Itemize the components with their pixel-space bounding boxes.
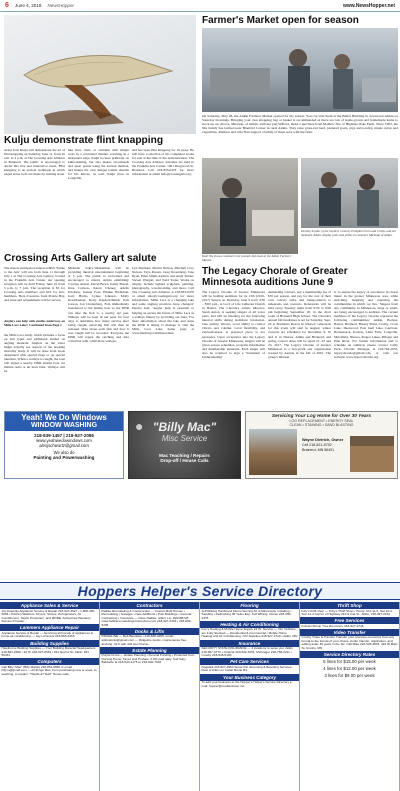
farmers-left-caption: Kate Nix shows customers her pasture-fed meat at the Aitkin Farmers' Market. [202, 255, 292, 262]
chorale-headline-2: Minnesota auditions June 9 [202, 277, 334, 288]
chorale-body-col1: The Legacy Chorale of Greater Minnesota will be holding auditions for its 13th (2016-2017) Season on Thursday, June 9 from 4:30 – 8:00 p.m., at Lord of Life Lutheran Church in Baxter. The Chorale's artistic Director, Sarah Anton, is seeking singers of all voice parts, and will be listening for the following musical skills during auditions: intonation, tone quality, vibrato, vocal ability to control vibrato and volume, vocal flexibility, and expressiveness. A prepared piece is not necessary. Upon acceptance into the Legacy Chorale of Greater Minnesota, singers will be given season schedules, program information and membership materials. Each singer will also be required to sign a 'Statement of Understanding' [202, 290, 265, 359]
flint-body-col3: and has been flint knapping for 16 years. He will have a selection of his completed works for sale at the time of the demonstration. The Crossing Arts Alliance activities are held in the Franklin Arts Center, 1001 Kingwood St. Brainerd. Call 218-833-0476 for more information or email info@crossingarts.org. [132, 148, 194, 177]
directory-column [200, 602, 300, 791]
farmers-headline: Farmer's Market open for season [202, 15, 359, 26]
directory-category: Contractors [100, 602, 199, 609]
issue-date: June 4, 2016 [14, 3, 42, 8]
windows-site[interactable]: www.yeahwedowindows.com [36, 438, 92, 443]
masthead: NewsHopper [47, 3, 75, 8]
directory-entry[interactable]: SECURITY STATE INSURANCE — 4 locations to serve you: Aitkin 218-927-3773 • Onamia 320-532-3251, McGregor 218-768-2211 • Crosby 218-546-5183 [201, 646, 293, 658]
directory-category: Pet Care Services [200, 658, 299, 665]
directory-category: Flooring [200, 602, 299, 609]
directory-title: Hoppers Helper's Service Directory [0, 582, 400, 600]
windows-email[interactable]: alexjschwartz@gmail.com [39, 443, 89, 448]
page-number: 6 [5, 2, 9, 9]
crossing-subhead: Anglers can help with studies underway on Mille Lacs Lake | Continued from Page 1 [4, 319, 65, 328]
page-header [0, 0, 400, 12]
directory-entry[interactable]: Jeff Wiberg Hardwood Floors Serving All of Minnesota, Installing • Sanding • Refinishing 30 Years Exp. Jeff Wiberg, Owner 218-256-2376 [201, 608, 292, 620]
crossing-body-col1b: the Mille Lacs study, which includes a focus on bait types and additional studies on angling methods. Anglers on the water might actually see aspects of the hooking mortality study. It will be done from boats designated with special flags or on special launches. When a walleye is caught, the boat will signal a nearby DNR shuttle boat via marine radio or air horn blast. Walleye will be [4, 333, 65, 374]
knife-illustration [4, 15, 196, 134]
directory-column [300, 602, 400, 791]
directory-category: Video Transfer [300, 629, 399, 636]
directory-category: Appliance Sales & Service [0, 602, 99, 609]
log-home-ad[interactable] [245, 411, 398, 479]
windows-title-1: Yeah! We Do Windows [21, 413, 107, 422]
directory-column [100, 602, 200, 791]
log-home-services: LOG REPLACEMENT • ENERGY SEAL CLEAN • STAINING • SAND BLASTING [289, 419, 354, 427]
directory-entry[interactable]: Appliance Service & Repair — Servicing all brands of appliances & home air conditioning — Jay Lammers 218-865-4453 [1, 630, 93, 639]
farmers-main-photo [202, 28, 398, 112]
chorale-headline-1: The Legacy Chorale of Greater [202, 266, 348, 277]
log-home-town: Brainerd, MN 56401 [302, 448, 335, 452]
directory-category: Free Services [300, 617, 399, 624]
windows-title-2: WINDOW WASHING [30, 422, 98, 429]
vendor-scene [202, 158, 298, 254]
directory-category: Service Directory Rates [300, 651, 399, 658]
directory-entry[interactable]: 5 lines for $15.00 per week [323, 658, 376, 664]
windows-ad[interactable] [4, 411, 124, 479]
windows-phones: 218-839-1457 | 218-927-2086 [34, 433, 94, 438]
directory-entry[interactable]: Jim Kokesky Appliance Service & Repair 218-927-2527 • 1-800-450-5664 • Kitchen Washers, Dryers, Stoves, Refrigerators, Air Conditioners, Septic Protection, and MORE. Authorized Warranty Service Provider. [1, 608, 96, 624]
directory-category: Your Business Category [200, 674, 299, 681]
flint-headline: Kulju demonstrate flint knapping [4, 135, 164, 146]
chorale-body-col3: is 'to ensure the legacy of excellence in choral music in the greater Minnesota area, while enriching, inspiring and renewing the communities in which we live.' Singers from any community in Minnesota, large or small, are being encouraged to audition. The current members of the Legacy Chorale represent the following communities: Aitkin, Backus, Baxter, Brainerd, Breezy Point, Crosby, Cross Lake, Deerwood, East Gull Lake, Garrison, Hackensack, Ironton, Little Falls, Longville, Merrifield, Nisswa, Pequot Lakes, Pillager and Pine River. For further information and to schedule an audition, please contact Cathy Peck, Chorale Manager, at 218-764-2035, legacychorale@gmail.com, or visit our website: www.legacychorale.org. [334, 290, 398, 359]
apple-logo-icon: ● [135, 418, 144, 434]
directory-category: Heating & Air Conditioning [200, 621, 299, 628]
directory-category: Docks & Lifts [100, 628, 199, 635]
directory-category: Insurance [200, 640, 299, 647]
directory-entry[interactable]: Dogwalk 218-927-4560 Super Pet Grooming & Boarding Services. Rest of Aitkin on Cedar Brook Rd. [201, 664, 293, 673]
directory-entry[interactable]: Call Billy "Mac" (Billy Mattis) 218-851-9980 or email billym@gmail.com — All things Mac, from purchasing new or used, to teaching, to repairs. "Hands & Heart" House calls. [1, 664, 97, 677]
directory-entry[interactable]: Ken's Heating & Mobile Home Supply 24 Hr. Service — Our Vehicles are Fully Stocked — Residential & Commercial • Mobile Home Heating and Air Conditioning • RV Supplies 218-927-4710 • Aitkin, MN [201, 627, 298, 639]
windows-ad-banner [5, 412, 123, 431]
flint-body-col2: like flint, chert, or obsidian with simple tools in a controlled manner, resulting in a sharpened edge. Kulju focuses primarily on knife-making, but also makes arrowheads and spear points using the ancient method, and makes his own antique leather sheaths for his knives, as well. Kulju lives in Longville, [68, 148, 129, 181]
directory-entry[interactable]: toby's thrift shop — Toby's Thrift Shop • Hours: M-F 11-5, Sat 10-4, Sun 11-4 Corner of Highway 210 & 2nd St., Aitkin, 218-927-2154 [301, 608, 393, 617]
directory-entry[interactable]: 3 lines for $9.00 per week [324, 672, 375, 678]
chorale-body-col2: demanding contract, pay a membership fee of $55 per season, and pay for the cost of their own concert attire and transportation to rehearsals and concerts. Rehearsals will be held every Tuesday night from 6:30 to 9:00 pm beginning September 20, in the choir room of Brainerd High School. The Chorale's annual fall fundraiser is set for Saturday, Sept. 24 at Madden's Resort in Nisswa; rehearsals for this event will start in August; winter concerts are scheduled for December 9, 10 and 11 in Nisswa, Aitkin and Brainerd; and spring concert dates will be April 21, 22 and 23, 2017. The Legacy Chorale of Greater Minnesota is a non-profit arts organization created by Aanton in the fall of 2001. The group's mission [268, 290, 331, 359]
billy-mac-services: Mac Teaching / Repairs [159, 453, 210, 458]
directory-category: Estate Planning [100, 647, 199, 654]
directory-entry[interactable]: Koleski Stump Tree Removal • 218-927-2746 [301, 623, 364, 628]
directory-entry[interactable]: RIDGELINE — Bob Baudette • 218-838-4285, email: aitkindocks@gmail.com — Ridgeline docks, maintenance free decking, 32 ft with 4x8 steel frame. [101, 634, 187, 646]
directory-category: Computers [0, 658, 99, 665]
jams-scene [301, 158, 398, 228]
log-home-name: Wayne Dietrich, Owner [302, 438, 344, 442]
windows-tagline2: Painting and Powerwashing [33, 455, 95, 460]
market-scene [202, 28, 398, 112]
directory-category: Thrift Shop [300, 602, 399, 609]
directory-entry[interactable]: Radtke Remodeling & Construction — Custom Built Homes • Remodeling • Garages • New Additions • Pole Buildings • General Contracting • Insurance — Dave Radtke, Aitkin, Lic. #20108728 www.radtkeremodelingconstruction.com 218-927-2401 • 218-839-5285 [101, 608, 192, 627]
farmers-intro: On Saturday, May 28, the Aitkin Farmers' Market opened for the season. You can visit them at the Butler Building in downtown Aitkin on Saturday mornings. Bringing your own shopping bag or basket is recommended as there are lots of home-grown and homemade items to stock up on. Above, Miranda, of Aitkin, with her pup Willard, make a purchase from Mathew Nix of Highrise Oaks Farm. Since 1902, the Nix family has farmed near Bluebird Corner in rural Aitkin. They raise grass-fed beef, pastured goats, pigs and poultry, maple syrup and vegetables. Mathew and wife Nan support a family of three sons with the farm. [202, 114, 398, 135]
directory-column [0, 602, 100, 791]
crossing-body-col3: Lyn Matthies, Martin Nelson, Mitchell Cory Nelson, Taya Persen, Greg Rosenberg, Jane Ryan, Ellen Smith-Andrew and Andy Turner, Steven Wasgatt, and Todd Yoder. Works on display include lighted sculpture, painting, photography, woodworking, and more. Call The Crossing Arts Alliance at 218-833-0476 or email info@crossingarts.org for more information. 'Mille Lacs is a changing lake and some angling practices have changed,' Pereira said. 'Angler help is essential to helping us secure the future of Mille Lacs as a walleye fishery by providing our state.' For more information about the lake and steps the DNR is taking to manage it, visit the Mille Lacs Lake home page at www.mndnr.gov/millelacslake. [132, 266, 194, 335]
flint-knife-photo [4, 15, 196, 134]
directory-entry[interactable]: 4 lines for $12.00 per week [323, 665, 376, 671]
log-cabin-art [350, 436, 394, 472]
crossing-body-col2: Michelle Sakry-Winkelman will be providing musical entertainment beginning at 5 p.m. The public is welcomed and encouraged to attend. Artists exhibiting: Carolyn Abbott, David Bown, Kathy Brasel, Kate Carlson, Karen Cheney, Adelle Erickson, Jeanne Foss, Hankie Hadarbek, Gary Harris, Lynne Johnson, Molly Kraabbenner, Kerry Kupferschmidt, Tom Larson, Jon Lindenburg, Erin immediately transferred to the shuttle boat so the DNR can take the fish to a nearby net pen. Walleye will be kept in net pens for four days to determine how many survive after being caught; surviving fish will then be released. Data about each fish and how it was caught will be recorded. 'Everyone the DNR will repeat the catching and data collection with 1,500 more walleye. [68, 266, 129, 343]
directory-entry[interactable]: Hawthorne Building Supplies — Your Building Material Headquarters 218-831-2660 • 24 Hr 218-927-6551 • 811 Nevins St. Aitkin, MN 56431 [1, 646, 96, 658]
billy-mac-sub: Misc Service [161, 434, 208, 443]
windows-tagline: We also do [53, 450, 75, 455]
farmers-right-caption: Destiny Snyder of the Snyders Country Pumpkin Farm and Crafts, and her husband, Adam, display jams and jellies to customer Miranda of Aitkin. [301, 230, 397, 237]
flint-body-col1: Artist Tom Kulju will demonstrate the art of flint knapping on Saturday, June 11, from 10 a.m. to 2 p.m. at The Crossing Arts Alliance in Brainerd. The public is encouraged to attend this free and interactive event. Flint knapping is an ancient technique in which edged stone tools are made by striking stone [4, 148, 65, 177]
directory-category: Building Supplies [0, 640, 99, 647]
billy-mac-brand: "Billy Mac" [152, 420, 217, 434]
farmers-left-photo [202, 158, 298, 254]
site-url[interactable]: www.NewsHopper.net [342, 2, 395, 9]
crossing-headline: Crossing Arts Gallery art salute [4, 253, 157, 264]
directory-entry[interactable]: Crosby Video & Transfer Transfer your precious memories from any format to the format of your choice. Audio transfer, duplication, and editing avail. 36 years in the biz. Call Mike 218-546-3878, 416 W Main St. Crosby, MN [301, 635, 398, 651]
billy-mac-ad[interactable] [128, 411, 241, 479]
crossing-body-col1: The march anticipated annual exhibit 'Salute to the Arts' will run from June 11 through July 1 at The Crossing Arts Gallery, located in the Franklin Arts Center. An opening reception will be held Friday, June 10 from 5 p.m. to 7 p.m. The reception is $5 for Crossing Arts members and $10 for non-members. Hors d'oeuvres from Prairie Bay, and wine and refreshments will be served. [4, 266, 65, 303]
log-home-photo [249, 429, 297, 475]
directory-entry[interactable]: Purple Cross — Estate Planning • Funeral Funding • Protected from Nursing Home, Taxes and Probate. 0.0% paid daily. Call Gary Babbette at 218-543-4175 or 218-820-7602 [101, 653, 195, 665]
billy-mac-extra: Drop-off / House Calls [160, 458, 209, 463]
log-home-phone: Cell 218-821-8792 [302, 443, 332, 447]
directory-category: Lammers Appliance Repair [0, 624, 99, 631]
log-home-head: Servicing Your Log Home for Over 30 Years [271, 414, 372, 419]
directory-entry[interactable]: To add your business to the Hopper's Helper's Service Directory e-mail: hopper@mediaminion.net [201, 680, 293, 688]
farmers-right-photo [301, 158, 398, 228]
